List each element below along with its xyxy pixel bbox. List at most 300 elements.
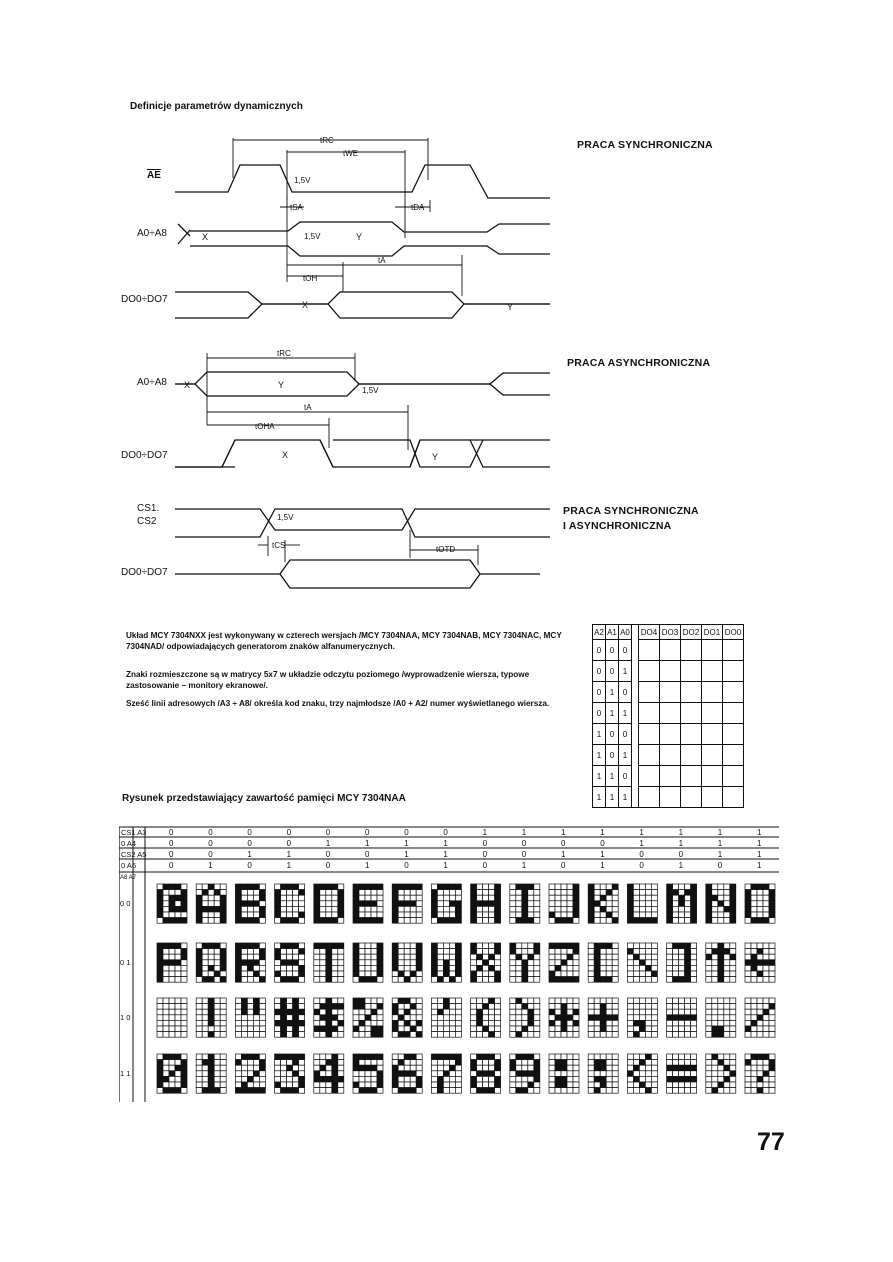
glyph-pixel	[314, 1015, 320, 1021]
glyph-pixel	[769, 890, 775, 896]
glyph-pixel	[639, 1054, 645, 1060]
glyph-pixel	[673, 977, 679, 983]
glyph-pixel	[627, 1060, 633, 1066]
glyph-pixel	[398, 1071, 404, 1077]
glyph-pixel	[528, 998, 534, 1004]
glyph-pixel	[471, 901, 477, 907]
glyph-pixel	[259, 998, 265, 1004]
glyph-pixel	[353, 1004, 359, 1010]
code-bit: 1	[757, 850, 762, 859]
glyph-pixel	[600, 901, 606, 907]
glyph-pixel	[667, 918, 673, 924]
glyph-pixel	[196, 1020, 202, 1026]
glyph-pixel	[202, 1082, 208, 1088]
glyph-pixel	[522, 890, 528, 896]
glyph-pixel	[685, 884, 691, 890]
glyph-pixel	[757, 1015, 763, 1021]
glyph-pixel	[745, 943, 751, 949]
glyph-pixel	[718, 1071, 724, 1077]
glyph-pixel	[281, 977, 287, 983]
glyph-pixel	[365, 918, 371, 924]
glyph-pixel	[416, 949, 422, 955]
glyph-pixel	[332, 1065, 338, 1071]
code-bit: 0	[247, 861, 252, 870]
glyph-pixel	[516, 943, 522, 949]
glyph-pixel	[730, 1076, 736, 1082]
glyph-pixel	[437, 954, 443, 960]
glyph-pixel	[757, 1020, 763, 1026]
glyph-pixel	[299, 906, 305, 912]
glyph-pixel	[471, 1026, 477, 1032]
glyph-pixel	[235, 949, 241, 955]
glyph-pixel	[377, 1082, 383, 1088]
glyph-pixel	[332, 884, 338, 890]
glyph-pixel	[534, 1076, 540, 1082]
glyph-pixel	[214, 1020, 220, 1026]
glyph-pixel	[202, 1071, 208, 1077]
glyph-pixel	[639, 960, 645, 966]
glyph-pixel	[561, 1082, 567, 1088]
glyph-pixel	[483, 1082, 489, 1088]
glyph-pixel	[745, 1004, 751, 1010]
glyph-pixel	[175, 971, 181, 977]
glyph-pixel	[718, 1032, 724, 1038]
glyph-pixel	[202, 1088, 208, 1094]
glyph-pixel	[287, 1076, 293, 1082]
glyph-pixel	[594, 1076, 600, 1082]
glyph-pixel	[679, 943, 685, 949]
glyph-pixel	[169, 1060, 175, 1066]
glyph-pixel	[259, 1082, 265, 1088]
glyph-pixel	[181, 1065, 187, 1071]
glyph-pixel	[437, 1076, 443, 1082]
glyph-pixel	[528, 949, 534, 955]
glyph-pixel	[196, 1026, 202, 1032]
glyph-pixel	[724, 943, 730, 949]
glyph-pixel	[353, 895, 359, 901]
glyph-pixel	[706, 1026, 712, 1032]
glyph-pixel	[410, 1054, 416, 1060]
glyph-pixel	[275, 890, 281, 896]
glyph-pixel	[483, 998, 489, 1004]
glyph-pixel	[247, 977, 253, 983]
glyph-pixel	[718, 1076, 724, 1082]
glyph-pixel	[534, 890, 540, 896]
glyph-pixel	[651, 1071, 657, 1077]
glyph-pixel	[416, 998, 422, 1004]
glyph-pixel	[769, 1065, 775, 1071]
glyph-pixel	[639, 912, 645, 918]
glyph-pixel	[241, 1076, 247, 1082]
figure-caption: Rysunek przedstawiający zawartość pamięci MCY 7304NAA	[122, 793, 406, 804]
glyph-pixel	[455, 1088, 461, 1094]
glyph-pixel	[600, 912, 606, 918]
glyph-pixel	[573, 1071, 579, 1077]
glyph-pixel	[338, 1026, 344, 1032]
glyph-pixel	[338, 906, 344, 912]
glyph-pixel	[214, 912, 220, 918]
glyph-pixel	[477, 1015, 483, 1021]
glyph-pixel	[510, 1082, 516, 1088]
glyph-pixel	[471, 890, 477, 896]
code-bit: 0	[169, 839, 174, 848]
glyph-pixel	[416, 1060, 422, 1066]
glyph-pixel	[371, 895, 377, 901]
glyph-pixel	[718, 1020, 724, 1026]
glyph-pixel	[594, 918, 600, 924]
glyph-pixel	[612, 1076, 618, 1082]
glyph-pixel	[573, 960, 579, 966]
glyph-pixel	[259, 943, 265, 949]
glyph-pixel	[588, 1015, 594, 1021]
glyph-pixel	[202, 906, 208, 912]
glyph-pixel	[763, 901, 769, 907]
glyph-pixel	[573, 906, 579, 912]
code-bit: 1	[521, 861, 527, 870]
glyph-pixel	[769, 960, 775, 966]
glyph-pixel	[667, 1076, 673, 1082]
glyph-pixel	[353, 884, 359, 890]
glyph-pixel	[483, 912, 489, 918]
glyph-pixel	[320, 1065, 326, 1071]
glyph-pixel	[718, 977, 724, 983]
glyph-pixel	[633, 977, 639, 983]
glyph-pixel	[326, 1088, 332, 1094]
signal-addr-label-1: A0÷A8	[137, 228, 167, 239]
glyph-pixel	[627, 1032, 633, 1038]
glyph-pixel	[522, 954, 528, 960]
glyph-pixel	[745, 965, 751, 971]
glyph-pixel	[241, 1020, 247, 1026]
matrix-address-cell: 0	[619, 682, 632, 703]
glyph-pixel	[679, 884, 685, 890]
glyph-pixel	[214, 949, 220, 955]
glyph-pixel	[398, 965, 404, 971]
glyph-pixel	[627, 954, 633, 960]
glyph-pixel	[169, 901, 175, 907]
glyph-pixel	[314, 977, 320, 983]
glyph-pixel	[169, 1015, 175, 1021]
glyph-pixel	[241, 906, 247, 912]
glyph-pixel	[365, 1076, 371, 1082]
glyph-pixel	[606, 1088, 612, 1094]
glyph-pixel	[471, 998, 477, 1004]
glyph-pixel	[443, 965, 449, 971]
glyph-pixel	[483, 949, 489, 955]
glyph-pixel	[169, 1009, 175, 1015]
glyph-pixel	[163, 1020, 169, 1026]
glyph-pixel	[332, 1026, 338, 1032]
glyph-pixel	[730, 1060, 736, 1066]
glyph-pixel	[769, 1071, 775, 1077]
glyph-pixel	[489, 895, 495, 901]
glyph-pixel	[299, 1082, 305, 1088]
glyph-pixel	[594, 949, 600, 955]
glyph-pixel	[214, 890, 220, 896]
glyph-pixel	[489, 1076, 495, 1082]
glyph-pixel	[522, 1020, 528, 1026]
glyph-pixel	[175, 1009, 181, 1015]
glyph-pixel	[377, 906, 383, 912]
glyph-pixel	[639, 954, 645, 960]
glyph-pixel	[247, 1076, 253, 1082]
glyph-pixel	[404, 918, 410, 924]
glyph-pixel	[196, 884, 202, 890]
glyph-pixel	[633, 890, 639, 896]
glyph-pixel	[365, 884, 371, 890]
glyph-pixel	[314, 943, 320, 949]
glyph-pixel	[516, 954, 522, 960]
glyph-pixel	[510, 943, 516, 949]
matrix-address-cell: 1	[593, 787, 606, 808]
glyph-pixel	[365, 1015, 371, 1021]
glyph-pixel	[594, 912, 600, 918]
glyph-pixel	[275, 943, 281, 949]
glyph-pixel	[281, 954, 287, 960]
glyph-pixel	[175, 1020, 181, 1026]
glyph-pixel	[471, 971, 477, 977]
glyph-pixel	[326, 954, 332, 960]
glyph-pixel	[410, 906, 416, 912]
glyph-pixel	[181, 971, 187, 977]
glyph-pixel	[757, 1060, 763, 1066]
glyph-pixel	[763, 884, 769, 890]
glyph-pixel	[528, 1015, 534, 1021]
glyph-pixel	[534, 895, 540, 901]
glyph-pixel	[667, 943, 673, 949]
glyph-pixel	[679, 1054, 685, 1060]
glyph-pixel	[651, 1065, 657, 1071]
glyph-pixel	[612, 906, 618, 912]
glyph-pixel	[522, 960, 528, 966]
glyph-pixel	[431, 965, 437, 971]
glyph-pixel	[555, 895, 561, 901]
glyph-pixel	[555, 1071, 561, 1077]
glyph-pixel	[549, 1060, 555, 1066]
glyph-pixel	[377, 965, 383, 971]
glyph-pixel	[573, 1009, 579, 1015]
glyph-pixel	[181, 960, 187, 966]
glyph-pixel	[712, 943, 718, 949]
glyph-pixel	[247, 1015, 253, 1021]
glyph-pixel	[398, 895, 404, 901]
glyph-pixel	[606, 960, 612, 966]
code-bit: 1	[639, 828, 644, 837]
glyph-pixel	[214, 1032, 220, 1038]
glyph-pixel	[588, 971, 594, 977]
glyph-pixel	[169, 1054, 175, 1060]
glyph-pixel	[712, 890, 718, 896]
glyph-pixel	[404, 965, 410, 971]
glyph-pixel	[600, 960, 606, 966]
glyph-pixel	[175, 1071, 181, 1077]
glyph-pixel	[751, 1009, 757, 1015]
glyph-pixel	[516, 901, 522, 907]
glyph-pixel	[483, 977, 489, 983]
glyph-pixel	[745, 1065, 751, 1071]
glyph-pixel	[398, 960, 404, 966]
glyph-pixel	[600, 1004, 606, 1010]
glyph-pixel	[293, 895, 299, 901]
glyph-pixel	[724, 1076, 730, 1082]
glyph-pixel	[235, 918, 241, 924]
glyph-pixel	[416, 1032, 422, 1038]
wave-y-4: Y	[432, 452, 439, 462]
glyph-pixel	[555, 1060, 561, 1066]
glyph-pixel	[259, 960, 265, 966]
glyph-pixel	[163, 912, 169, 918]
glyph-pixel	[633, 998, 639, 1004]
glyph-pixel	[293, 949, 299, 955]
glyph-pixel	[471, 906, 477, 912]
glyph-pixel	[235, 912, 241, 918]
glyph-pixel	[573, 998, 579, 1004]
glyph-pixel	[353, 1071, 359, 1077]
label-15v-3: 1,5V	[362, 386, 379, 395]
glyph-pixel	[606, 943, 612, 949]
glyph-pixel	[639, 1015, 645, 1021]
glyph-pixel	[522, 1088, 528, 1094]
glyph-pixel	[371, 1088, 377, 1094]
glyph-pixel	[443, 1004, 449, 1010]
glyph-pixel	[359, 1015, 365, 1021]
code-bit: 0	[443, 828, 448, 837]
glyph-pixel	[471, 1032, 477, 1038]
glyph-pixel	[404, 977, 410, 983]
glyph-pixel	[359, 949, 365, 955]
glyph-pixel	[522, 943, 528, 949]
code-bit: 1	[717, 850, 723, 859]
matrix-data-cell	[660, 787, 681, 808]
glyph-pixel	[561, 1071, 567, 1077]
glyph-pixel	[745, 895, 751, 901]
glyph-pixel	[293, 1065, 299, 1071]
code-bit: 1	[286, 850, 292, 859]
glyph-pixel	[645, 912, 651, 918]
glyph-pixel	[437, 1026, 443, 1032]
glyph-pixel	[326, 1020, 332, 1026]
glyph-pixel	[241, 912, 247, 918]
glyph-pixel	[338, 965, 344, 971]
glyph-pixel	[275, 1065, 281, 1071]
glyph-pixel	[471, 912, 477, 918]
glyph-pixel	[371, 1009, 377, 1015]
glyph-pixel	[745, 884, 751, 890]
glyph-pixel	[673, 1082, 679, 1088]
matrix-data-cell	[702, 724, 723, 745]
glyph-pixel	[202, 884, 208, 890]
glyph-pixel	[483, 965, 489, 971]
glyph-pixel	[606, 1054, 612, 1060]
glyph-pixel	[220, 971, 226, 977]
glyph-pixel	[751, 971, 757, 977]
glyph-pixel	[235, 960, 241, 966]
glyph-pixel	[338, 1071, 344, 1077]
glyph-pixel	[404, 943, 410, 949]
glyph-pixel	[706, 1060, 712, 1066]
glyph-pixel	[567, 1076, 573, 1082]
glyph-pixel	[588, 890, 594, 896]
glyph-pixel	[443, 954, 449, 960]
glyph-pixel	[196, 998, 202, 1004]
glyph-pixel	[416, 906, 422, 912]
glyph-pixel	[398, 998, 404, 1004]
glyph-pixel	[398, 1076, 404, 1082]
glyph-pixel	[685, 918, 691, 924]
glyph-pixel	[757, 895, 763, 901]
glyph-pixel	[202, 1054, 208, 1060]
glyph-pixel	[549, 901, 555, 907]
glyph-pixel	[455, 1076, 461, 1082]
glyph-pixel	[214, 1026, 220, 1032]
glyph-pixel	[757, 1004, 763, 1010]
glyph-pixel	[235, 1071, 241, 1077]
glyph-pixel	[235, 895, 241, 901]
matrix-address-cell: 0	[606, 724, 619, 745]
glyph-pixel	[163, 895, 169, 901]
glyph-pixel	[588, 912, 594, 918]
glyph-pixel	[196, 906, 202, 912]
glyph-pixel	[299, 1009, 305, 1015]
glyph-pixel	[332, 906, 338, 912]
glyph-pixel	[745, 998, 751, 1004]
glyph-pixel	[163, 998, 169, 1004]
glyph-pixel	[338, 1020, 344, 1026]
glyph-pixel	[606, 912, 612, 918]
glyph-pixel	[712, 960, 718, 966]
glyph-pixel	[293, 1032, 299, 1038]
glyph-pixel	[528, 890, 534, 896]
glyph-pixel	[555, 1088, 561, 1094]
glyph-pixel	[573, 912, 579, 918]
glyph-pixel	[606, 884, 612, 890]
mode-both-label-1: PRACA SYNCHRONICZNA	[563, 505, 699, 517]
glyph-pixel	[175, 912, 181, 918]
matrix-data-cell	[681, 661, 702, 682]
glyph-pixel	[594, 943, 600, 949]
glyph-pixel	[449, 884, 455, 890]
glyph-pixel	[353, 1076, 359, 1082]
glyph-pixel	[769, 1032, 775, 1038]
char-glyph	[314, 1054, 344, 1093]
glyph-pixel	[724, 1032, 730, 1038]
glyph-pixel	[712, 912, 718, 918]
glyph-pixel	[600, 895, 606, 901]
glyph-pixel	[247, 998, 253, 1004]
glyph-pixel	[392, 890, 398, 896]
glyph-pixel	[691, 965, 697, 971]
matrix-data-cell	[723, 766, 744, 787]
glyph-pixel	[483, 1020, 489, 1026]
glyph-pixel	[404, 884, 410, 890]
glyph-pixel	[392, 912, 398, 918]
glyph-pixel	[573, 901, 579, 907]
glyph-pixel	[606, 918, 612, 924]
glyph-pixel	[651, 1082, 657, 1088]
glyph-pixel	[751, 1088, 757, 1094]
glyph-pixel	[404, 1054, 410, 1060]
glyph-pixel	[392, 1026, 398, 1032]
char-glyph	[667, 1054, 697, 1093]
glyph-pixel	[287, 977, 293, 983]
char-glyph	[745, 884, 775, 923]
glyph-pixel	[175, 1004, 181, 1010]
glyph-pixel	[555, 884, 561, 890]
glyph-pixel	[510, 1009, 516, 1015]
glyph-pixel	[299, 901, 305, 907]
description-p3: Sześć linii adresowych /A3 ÷ A8/ określa kod znaku, trzy najmłodsze /A0 + A2/ numer wyświetlanego wiersza.	[126, 699, 550, 708]
glyph-pixel	[314, 1065, 320, 1071]
